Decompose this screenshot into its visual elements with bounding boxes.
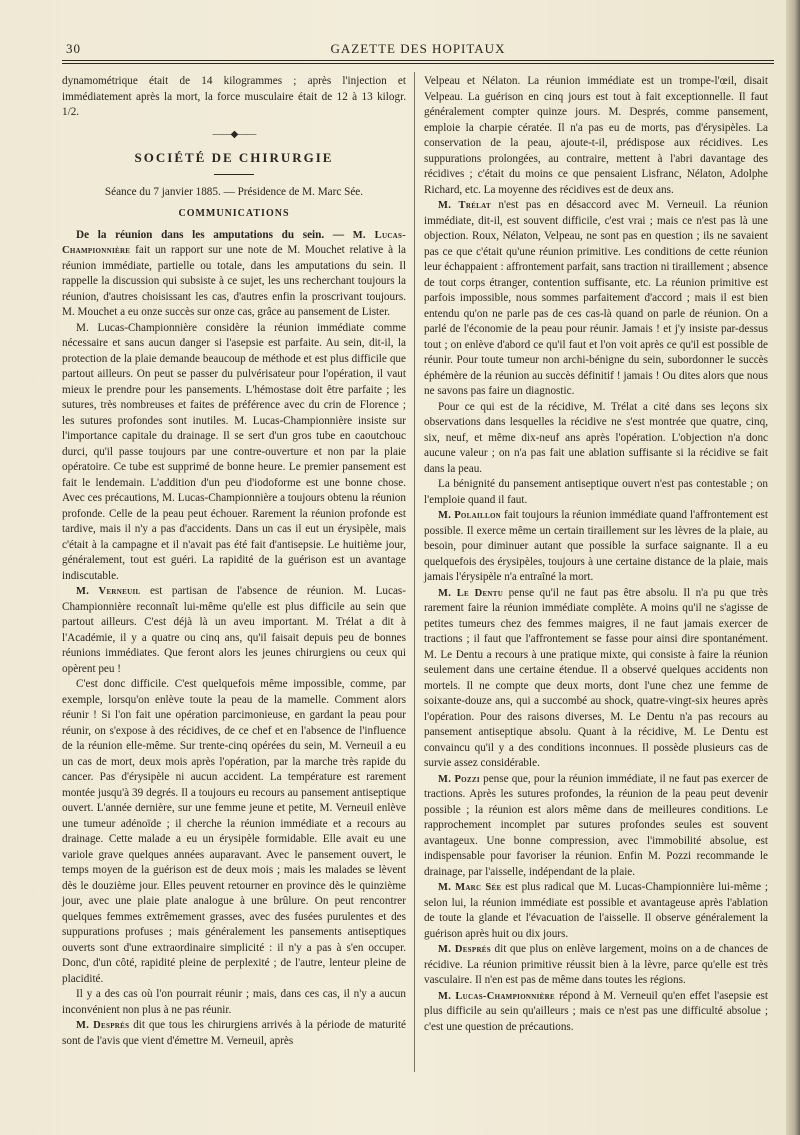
session-date: Séance du 7 janvier 1885. — Présidence de M. Marc Sée.	[104, 185, 364, 198]
left-column	[62, 74, 406, 1084]
paragraph: M. Lucas-Championnière considère la réunion immédiate comme nécessaire et sans aucun danger si l'asepsie est parfaite. Au sein, dit-il, la protection de la plaie demande beaucoup de méthode et est plus difficile que partout ailleurs. On peut se passer du pulvérisateur pour l'opération, il vaut mieux le prendre pour les pansements. L'hémostase doit être parfaite ; les sutures, très nombreuses et faites de préférence avec du crin de Florence ; les sutures profondes sont inutiles. M. Lucas-Championnière insiste sur l'importance capitale du drainage. Il se sert d'un gros tube en caoutchouc durci, qu'il passe toujours par une contre-ouverture et non par la plaie opératoire. Ce tube est supprimé de bonne heure. Le premier pansement est fait le lendemain. L'addition d'un peu d'iodoforme est une bonne chose. Avec ces précautions, M. Lucas-Championnière a toujours obtenu la réunion profonde. Celle de la peau peut échouer. Rarement la réunion profonde est tardive, mais il n'y a pas d'accidents. Dans un cas il eut un érysipèle, mais c'était à la campagne et il n'avait pas été fait d'antisepsie. Le huitième jour, généralement, tout est guéri. La rapidité de la guérison est un avantage indiscutable.	[62, 321, 406, 582]
subsection-title: COMMUNICATIONS	[178, 208, 290, 219]
column-divider	[414, 72, 415, 1072]
journal-title: GAZETTE DES HOPITAUX	[330, 41, 506, 56]
paragraph: M. Le Dentu pense qu'il ne faut pas être absolu. Il n'a pu que très rarement faire la réunion immédiate complète. A moins qu'il ne s'agisse de petites tumeurs chez des femmes maigres, il ne faut jamais exercer de tractions ; il faut que l'affrontement se fasse pour ainsi dire spontanément. M. Le Dentu a recours à une pratique mixte, qui consiste à faire la réunion seulement dans une certaine étendue. Il a observé quelques accidents non mortels. Il ne compte que deux morts, dont l'une chez une femme de soixante-douze ans, qui a succombé au shock, quatre-vingt-six heures après l'opération. Pour des raisons diverses, M. Le Dentu n'a pas recours au pansement antiseptique absolu. Quant à la récidive, M. Le Dentu est convaincu qu'il y a des conditions inconnues. Il possède plusieurs cas de survie assez considérable.	[424, 586, 769, 769]
short-rule	[214, 174, 254, 175]
right-column	[424, 74, 768, 1084]
speaker-name: M. Lucas-Championnière	[62, 229, 407, 256]
paragraph: M. Pozzi pense que, pour la réunion immédiate, il ne faut pas exercer de tractions. Après les sutures profondes, la réunion de la peau peut devenir possible ; la réunion est alors même dans de meilleures conditions. Le rapprochement incomplet par sutures profondes seules est souvent avantageux. Une bonne compression, avec l'immobilité absolue, est indispensable pour favoriser la réunion. Enfin M. Pozzi recommande le drainage, par l'aisselle, indépendant de la plaie.	[424, 772, 769, 878]
page-header	[62, 38, 774, 60]
header-rule	[62, 60, 774, 64]
page-number: 30	[66, 41, 81, 56]
paragraph: La bénignité du pansement antiseptique ouvert n'est pas contestable ; on l'emploie quand il faut.	[424, 478, 768, 506]
paragraph: C'est donc difficile. C'est quelquefois même impossible, comme, par exemple, lorsqu'on enlève toute la peau de la mamelle. Comment alors réunir ! Si l'on fait une opération parcimonieuse, en gardant la peau pour réunir, on s'expose à des récidives, de ce chef et en l'absence de l'influence de la réunion elle-même. Sur trente-cinq opérées du sein, M. Verneuil a eu un cas de mort, deux mois après l'opération, par la marche très rapide du cancer. Pas d'érysipèle ni aucun accident. La température est rarement montée jusqu'à 39 degrés. Il a toujours eu recours au pansement antiseptique ouvert. L'année dernière, sur une femme jeune et petite, M. Verneuil enlève une tumeur adénoïde ; il cherche la réunion immédiate et a recours au drainage. Cette malade a eu un érysipèle formidable. Elle avait eu une variole grave quelques années auparavant. Avec le pansement ouvert, le temps moyen de la guérison est de deux mois ; mais les malades se lèvent dès le douzième jour. Elles peuvent retourner en province dès le quinzième jour, avec une plaie plate analogue à une brûlure. On peut rencontrer quelques femmes extrêmement grasses, avec des fusées purulentes et des suppurations profuses ; mais généralement les pansements antiseptiques ouverts sont d'une extraordinaire simplicité : il n'y a pas à s'en occuper. Donc, d'un côté, rapidité pleine de perplexité ; de l'autre, lenteur pleine de placidité.	[62, 678, 406, 985]
paragraph: M. Trélat n'est pas en désaccord avec M. Verneuil. La réunion immédiate, dit-il, est souvent difficile, c'est vrai ; mais ce n'est pas là une objection. Roux, Nélaton, Velpeau, ne sont pas en question ; ils ne savaient pas ce que c'était qu'une réunion primitive. Les conditions de cette réunion leur échappaient : affrontement parfait, sans traction ni tiraillement ; absence de tout corps étranger, contention suffisante, etc. La réunion primitive est parfois impossible, nous sommes parfaitement d'accord ; mais il est bien entendu qu'on ne parle pas de ces cas-là quand on parle de réunion. On a parlé de l'économie de la peau pour réunir. Jamais ! et j'y insiste par-dessus tout ; on enlève d'abord ce qu'il faut et l'on voit après ce qu'il est possible de réunir. Pour toute tumeur non archi-bénigne du sein, subordonner le succès éphémère de la réunion au succès définitif ! jamais ! Ou dites alors que nous ne savons pas faire un diagnostic.	[424, 199, 769, 397]
paragraph: Pour ce qui est de la récidive, M. Trélat a cité dans ses leçons six observations dans lesquelles la récidive ne s'est montrée que quatre, cinq, six, neuf, et même dix-neuf ans après l'opération. L'objection n'a donc aucune valeur ; on n'a pas fait une ablation suffisante si la récidive se fait dans la peau.	[424, 400, 768, 475]
paragraph: dynamométrique était de 14 kilogrammes ; après l'injection et immédiatement après la mort, la force musculaire était de 12 à 13 kilogr. 1/2.	[62, 75, 406, 118]
paragraph: M. Polaillon fait toujours la réunion immédiate quand l'affrontement est possible. Il exerce même un certain tiraillement sur les lèvres de la plaie, au besoin, pour diminuer autant que possible la surface saignante. Il a eu quelquefois des érysipèles, toujours à une certaine distance de la plaie, mais jamais l'érysipèle n'a entraîné la mort.	[424, 509, 769, 583]
paragraph: M. Després dit que plus on enlève largement, moins on a de chances de récidive. La réunion primitive réussit bien à la lèvre, parce qu'elle est très vasculaire. Il n'en est pas de même dans toutes les régions.	[424, 943, 769, 986]
paragraph: M. Verneuil est partisan de l'absence de réunion. M. Lucas-Championnière reconnaît lui-même qu'elle est plus difficile au sein que partout ailleurs. C'est déjà là un aveu important. M. Trélat a dit à l'Académie, il y a quatre ou cinq ans, qu'il faisait depuis peu de bonnes réunions immédiates. Que feront alors les jeunes chirurgiens ou ceux qui opèrent peu !	[62, 585, 407, 675]
speaker-name: M. Després	[438, 944, 491, 955]
speaker-name: M. Marc Sée	[438, 882, 502, 893]
speaker-name: M. Després	[76, 1020, 130, 1031]
article-lead: De la réunion dans les amputations du sein. —	[76, 228, 345, 241]
paragraph: Il y a des cas où l'on pourrait réunir ; mais, dans ces cas, il n'y a aucun inconvénient non plus à ne pas réunir.	[62, 988, 406, 1016]
speaker-name: M. Verneuil	[76, 586, 141, 597]
paragraph: M. Lucas-Championnière répond à M. Verneuil qu'en effet l'asepsie est plus difficile au sein qu'ailleurs ; mais ce n'est pas une difficulté absolue ; c'est une question de précautions.	[424, 989, 769, 1033]
speaker-name: M. Lucas-Championnière	[438, 990, 555, 1002]
speaker-name: M. Pozzi	[438, 773, 480, 785]
speaker-name: M. Trélat	[438, 200, 491, 211]
speaker-name: M. Polaillon	[438, 510, 502, 521]
paragraph: Velpeau et Nélaton. La réunion immédiate est un trompe-l'œil, disait Velpeau. La guérison en cinq jours est tout à fait exceptionnelle. Il faut généralement compter quinze jours. M. Després, comme pansement, emploie la charpie cératée. Il n'a pas eu de morts, pas d'érysipèles. La conservation de la peau, ajoute-t-il, prédispose aux récidives. Les suppurations prolongées, au contraire, mettent à l'abri davantage des récidives ; c'était du moins ce que pensaient Lisfranc, Nélaton, Adolphe Richard, etc. La moyenne des récidives est de deux ans.	[424, 75, 768, 196]
paragraph: De la réunion dans les amputations du sein. — M. Lucas-Championnière fait un rapport sur une note de M. Mouchet relative à la réunion immédiate, partielle ou totale, dans les amputations du sein. Il rappelle la discussion qui subsiste à ce sujet, les uns recherchant toujours la réunion, d'autres choisissant les cas, d'autres enfin la proscrivant toujours. M. Mouchet a eu onze succès sur onze cas, grâce au pansement de Lister.	[62, 228, 407, 318]
page-binding-edge	[786, 0, 800, 1135]
paragraph: M. Marc Sée est plus radical que M. Lucas-Championnière lui-même ; selon lui, la réunion immédiate est possible et avantageuse après l'ablation de toute la glande et l'évacuation de l'aisselle. Il observe généralement la guérison après huit ou dix jours.	[424, 881, 769, 940]
section-ornament: ——◆——	[212, 128, 256, 140]
paragraph: M. Després dit que tous les chirurgiens arrivés à la période de maturité sont de l'avis que vient d'émettre M. Verneuil, après	[62, 1019, 407, 1047]
section-title: SOCIÉTÉ DE CHIRURGIE	[134, 150, 334, 165]
speaker-name: M. Le Dentu	[438, 587, 504, 599]
